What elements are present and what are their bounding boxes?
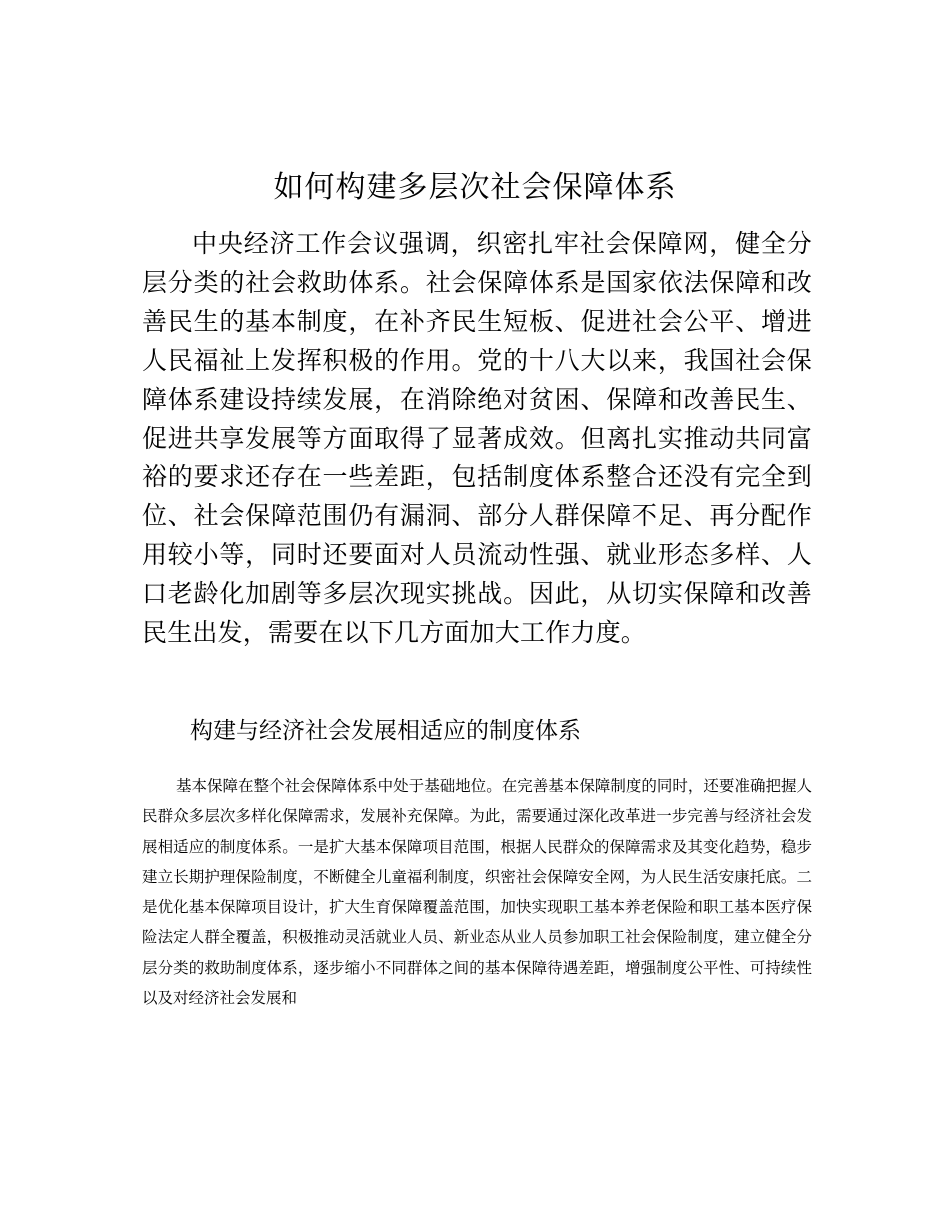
section-paragraph: 基本保障在整个社会保障体系中处于基础地位。在完善基本保障制度的同时，还要准确把握人民群众多层次多样化保障需求，发展补充保障。为此，需要通过深化改革进一步完善与经济社会发展相适应的制度体系。一是扩大基本保障项目范围，根据人民群众的保障需求及其变化趋势，稳步建立长期护理保险制度，不断健全儿童福利制度，织密社会保障安全网，为人民生活安康托底。二是优化基本保障项目设计，扩大生育保障覆盖范围，加快实现职工基本养老保险和职工基本医疗保险法定人群全覆盖，积极推动灵活就业人员、新业态从业人员参加职工社会保险制度，建立健全分层分类的救助制度体系，逐步缩小不同群体之间的基本保障待遇差距，增强制度公平性、可持续性以及对经济社会发展和 [142,777,812,1008]
document-title: 如何构建多层次社会保障体系 [273,170,677,205]
intro-paragraph: 中央经济工作会议强调，织密扎牢社会保障网，健全分层分类的社会救助体系。社会保障体系是国家依法保障和改善民生的基本制度，在补齐民生短板、促进社会公平、增进人民福祉上发挥积极的作用。党的十八大以来，我国社会保障体系建设持续发展，在消除绝对贫困、保障和改善民生、促进共享发展等方面取得了显著成效。但离扎实推动共同富裕的要求还存在一些差距，包括制度体系整合还没有完全到位、社会保障范围仍有漏洞、部分人群保障不足、再分配作用较小等，同时还要面对人员流动性强、就业形态多样、人口老龄化加剧等多层次现实挑战。因此，从切实保障和改善民生出发，需要在以下几方面加大工作力度。 [142,229,812,648]
section-heading: 构建与经济社会发展相适应的制度体系 [190,718,581,744]
